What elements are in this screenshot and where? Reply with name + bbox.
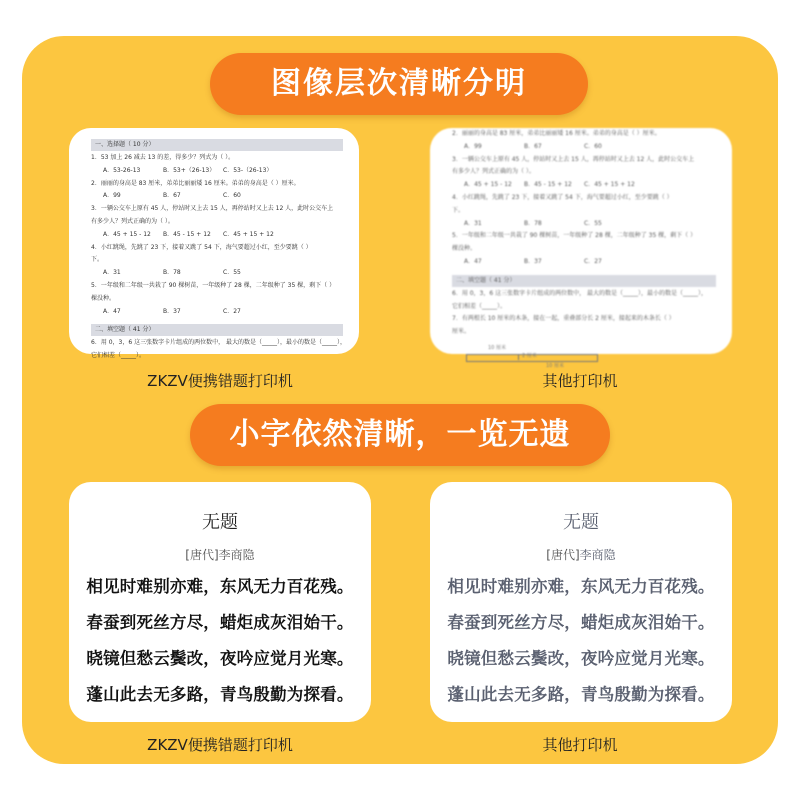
option: B．78 [524, 219, 542, 227]
options-row [452, 259, 716, 272]
question-line: 3．一辆公交车上原有 45 人，停站时又上去 15 人，再停站时又上去 12 人，此时公交车上 [452, 155, 695, 163]
banner-small-text-clear: 小字依然清晰，一览无遗 [190, 404, 610, 466]
other-printer-exam-sample [430, 128, 732, 369]
poem-verse: 晓镜但愁云鬓改，夜吟应觉月光寒。 [86, 649, 354, 668]
question-line: 1．53 加上 26 减去 13 的差，得多少？列式为（ ）。 [91, 154, 235, 161]
caption-other: 其他打印机 [542, 736, 618, 754]
zkzv-exam-print-sample [69, 128, 359, 360]
question-line: 4．小红跳绳，先跳了 23 下，接着又跳了 54 下，海气要超过小红，至少要跳（ ） [452, 193, 673, 201]
poem-verse: 相见时难别亦难，东风无力百花残。 [447, 577, 715, 596]
zkzv-poem-print-sample [69, 482, 371, 722]
section-heading: 二、填空题（ 41 分） [91, 324, 343, 336]
caption-zkzv: ZKZV便携错题打印机 [147, 736, 293, 754]
segment-diagram [466, 342, 716, 372]
bar-label: 10 厘米 [488, 344, 506, 351]
caption-other: 其他打印机 [542, 372, 618, 390]
poem-verse: 春蚕到死丝方尽，蜡炬成灰泪始干。 [86, 613, 354, 632]
question-line: 厘米。 [452, 328, 471, 336]
poem-author-line [69, 546, 371, 563]
option: C．45 + 15 + 12 [584, 181, 635, 189]
option: C．60 [223, 192, 241, 200]
poem-verse: 蓬山此去无多路，青鸟殷勤为探看。 [86, 685, 354, 704]
option: A．45 + 15 - 12 [464, 181, 512, 189]
question-line: 7．有两根长 10 厘米的木条，接在一起，重叠部分长 2 厘米，接起来的木条长（ ） [452, 315, 675, 323]
option: A．47 [464, 257, 482, 265]
question-line: 5．一年级和二年级一共栽了 90 棵树苗，一年级种了 28 棵，二年级种了 35 棵，剩下（ ） [91, 281, 336, 289]
poem-verse: 晓镜但愁云鬓改，夜吟应觉月光寒。 [447, 649, 715, 668]
poem-title: 无题 [563, 512, 599, 533]
poem-title: 无题 [202, 512, 238, 533]
poem-author-line [430, 546, 732, 563]
section-heading: 一、选择题（ 10 分） [91, 139, 343, 151]
option: C．27 [584, 257, 602, 265]
option: B．67 [524, 142, 542, 150]
bar-label: 10 厘米 [546, 362, 564, 369]
option: A．47 [103, 307, 121, 315]
option: B．37 [163, 307, 181, 315]
question-line: 4．小红跳绳，先跳了 23 下，接着又跳了 54 下，海气要超过小红，至少要跳（ ） [91, 243, 312, 251]
option: C．60 [584, 142, 602, 150]
poem-verse: 蓬山此去无多路，青鸟殷勤为探看。 [447, 685, 715, 704]
option: C．53-（26-13） [223, 166, 273, 174]
options-row [91, 168, 343, 181]
option: B．53+（26-13） [163, 166, 216, 174]
question-line: 2．丽丽的身高是 83 厘米，弟弟比丽丽矮 16 厘米。弟弟的身高是（ ）厘米。 [91, 179, 300, 187]
section-heading: 二、填空题（ 41 分） [452, 275, 716, 287]
option: C．27 [223, 307, 241, 315]
question-line: 下。 [91, 256, 104, 264]
question-line: 2．丽丽的身高是 83 厘米，弟弟比丽丽矮 16 厘米。弟弟的身高是（ ）厘米。 [452, 130, 661, 137]
option: A．53-26-13 [103, 166, 141, 174]
poem-author: 李商隐 [218, 548, 255, 562]
question-line: 棵没种。 [91, 294, 116, 302]
option: A．31 [464, 219, 482, 227]
option: A．31 [103, 269, 121, 277]
bar-label: 2 厘米 [522, 352, 537, 359]
question-line: 5．一年级和二年级一共栽了 90 棵树苗，一年级种了 28 棵，二年级种了 35 棵，剩下（ ） [452, 232, 697, 240]
options-row [91, 232, 343, 245]
question-line: 6．用 0，3，6 这三张数字卡片组成的两位数中， 最大的数是（_____），最小的数是（_____）， [91, 339, 346, 347]
option: B．78 [163, 269, 181, 277]
option: A．99 [103, 192, 121, 200]
option: C．55 [223, 269, 241, 277]
poem-verse: 相见时难别亦难，东风无力百花残。 [86, 577, 354, 596]
option: B．45 - 15 + 12 [524, 181, 572, 189]
option: B．67 [163, 192, 181, 200]
poem-dynasty: [唐代] [546, 548, 580, 562]
options-row [91, 309, 343, 322]
banner-clear-layers: 图像层次清晰分明 [210, 53, 588, 115]
question-line: 有多少人？列式正确的为（ ）。 [91, 217, 174, 225]
option: A．99 [464, 142, 482, 150]
question-line: 它们相差（_____）。 [452, 302, 507, 310]
question-line: 它们相差（_____）。 [91, 352, 146, 360]
option: C．45 + 15 + 12 [223, 230, 274, 238]
question-line: 有多少人？列式正确的为（ ）。 [452, 168, 535, 176]
question-line: 6．用 0，3，6 这三张数字卡片组成的两位数中， 最大的数是（_____），最小的数是（_____）， [452, 289, 707, 297]
poem-verse: 春蚕到死丝方尽，蜡炬成灰泪始干。 [447, 613, 715, 632]
option: B．37 [524, 257, 542, 265]
option: B．45 - 15 + 12 [163, 230, 211, 238]
poem-author: 李商隐 [579, 548, 616, 562]
option: C．55 [584, 219, 602, 227]
other-printer-poem-sample [430, 482, 732, 722]
options-row [452, 144, 716, 157]
question-line: 棵没种。 [452, 245, 477, 253]
question-line: 3．一辆公交车上原有 45 人，停站时又上去 15 人，再停站时又上去 12 人，此时公交车上 [91, 205, 334, 213]
caption-zkzv: ZKZV便携错题打印机 [147, 372, 293, 390]
option: A．45 + 15 - 12 [103, 230, 151, 238]
question-line: 下。 [452, 206, 465, 214]
poem-dynasty: [唐代] [185, 548, 219, 562]
